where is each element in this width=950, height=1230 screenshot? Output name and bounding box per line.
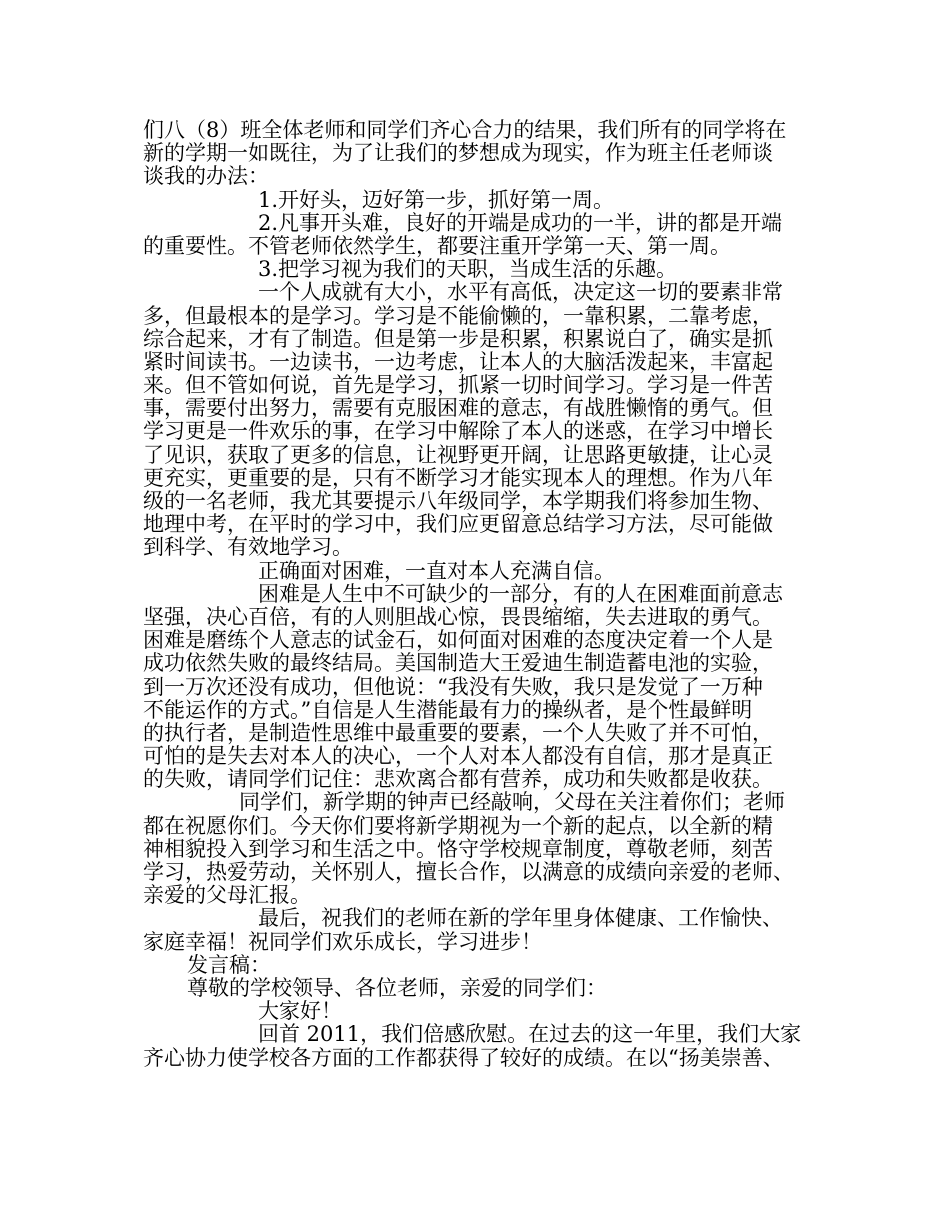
text-line: 家庭幸福！祝同学们欢乐成长，学习进步！: [143, 929, 542, 954]
text-line: 更充实，更重要的是，只有不断学习才能实现本人的理想。作为八年: [143, 465, 773, 490]
paragraph-start: 同学们，新学期的钟声已经敲响，父母在关注着你们；老师: [239, 790, 785, 815]
text-line: 坚强，决心百倍，有的人则胆战心惊，畏畏缩缩，失去进取的勇气。: [143, 604, 773, 629]
text-line: 到一万次还没有成功，但他说：“我没有失败，我只是发觉了一万种: [143, 674, 763, 699]
text-line: 地理中考，在平时的学习中，我们应更留意总结学习方法，尽可能做: [143, 512, 773, 537]
text-line: 到科学、有效地学习。: [143, 535, 353, 560]
paragraph-start: 一个人成就有大小，水平有高低，决定这一切的要素非常: [258, 280, 783, 305]
text-line: 学习更是一件欢乐的事，在学习中解除了本人的迷惑，在学习中增长: [143, 419, 773, 444]
text-line: 新的学期一如既往，为了让我们的梦想成为现实，作为班主任老师谈: [143, 141, 773, 166]
text-line: 齐心协力使学校各方面的工作都获得了较好的成绩。在以“扬美崇善、: [143, 1045, 784, 1070]
text-line: 综合起来，才有了制造。但是第一步是积累，积累说白了，确实是抓: [143, 326, 773, 351]
text-line: 亲爱的父母汇报。: [143, 883, 311, 908]
text-line: 来。但不管如何说，首先是学习，抓紧一切时间学习。学习是一件苦: [143, 373, 773, 398]
text-line: 神相貌投入到学习和生活之中。恪守学校规章制度，尊敬老师，刻苦: [143, 836, 773, 861]
document-body: [143, 119, 811, 1070]
text-line: 都在祝愿你们。今天你们要将新学期视为一个新的起点，以全新的精: [143, 813, 773, 838]
salutation: 尊敬的学校领导、各位老师，亲爱的同学们：: [187, 975, 607, 1000]
text-line: 们八（8）班全体老师和同学们齐心合力的结果，我们所有的同学将在: [143, 118, 787, 142]
paragraph-start: 最后，祝我们的老师在新的学年里身体健康、工作愉快、: [258, 906, 783, 931]
text-line: 的重要性。不管老师依然学生，都要注重开学第一天、第一周。: [143, 233, 731, 258]
text-line: 不能运作的方式。”自信是人生潜能最有力的操纵者，是个性最鲜明: [143, 697, 753, 722]
text-line: 了见识，获取了更多的信息，让视野更开阔，让思路更敏捷，让心灵: [143, 442, 773, 467]
text-line: 的执行者，是制造性思维中最重要的要素，一个人失败了并不可怕，: [143, 720, 773, 745]
text-line: 级的一名老师，我尤其要提示八年级同学，本学期我们将参加生物、: [143, 489, 773, 513]
text-line: 紧时间读书。一边读书，一边考虑，让本人的大脑活泼起来，丰富起: [143, 349, 773, 374]
text-line: 困难是磨练个人意志的试金石，如何面对困难的态度决定着一个人是: [143, 628, 773, 653]
paragraph-start: 回首 2011，我们倍感欣慰。在过去的这一年里，我们大家: [258, 1022, 802, 1047]
list-item-2: 2.凡事开头难，良好的开端是成功的一半，讲的都是开端: [258, 210, 783, 235]
speech-label: 发言稿：: [187, 952, 271, 977]
text-line: 成功依然失败的最终结局。美国制造大王爱迪生制造蓄电池的实验，: [143, 651, 773, 676]
text-line: 事，需要付出努力，需要有克服困难的意志，有战胜懒惰的勇气。但: [143, 396, 773, 421]
text-line: 学习，热爱劳动，关怀别人，擅长合作，以满意的成绩向亲爱的老师、: [143, 860, 794, 884]
section-heading: 正确面对困难，一直对本人充满自信。: [258, 558, 615, 583]
paragraph-start: 困难是人生中不可缺少的一部分，有的人在困难面前意志: [258, 581, 783, 606]
text-line: 可怕的是失去对本人的决心，一个人对本人都没有自信，那才是真正: [143, 744, 773, 769]
list-item-3: 3.把学习视为我们的天职，当成生活的乐趣。: [258, 257, 678, 282]
greeting: 大家好！: [258, 999, 342, 1024]
text-line: 的失败，请同学们记住：悲欢离合都有营养，成功和失败都是收获。: [143, 767, 773, 792]
list-item-1: 1.开好头，迈好第一步，抓好第一周。: [258, 187, 615, 212]
text-line: 多，但最根本的是学习。学习是不能偷懒的，一靠积累，二靠考虑，: [143, 303, 773, 328]
text-line: 谈我的办法：: [143, 164, 269, 189]
